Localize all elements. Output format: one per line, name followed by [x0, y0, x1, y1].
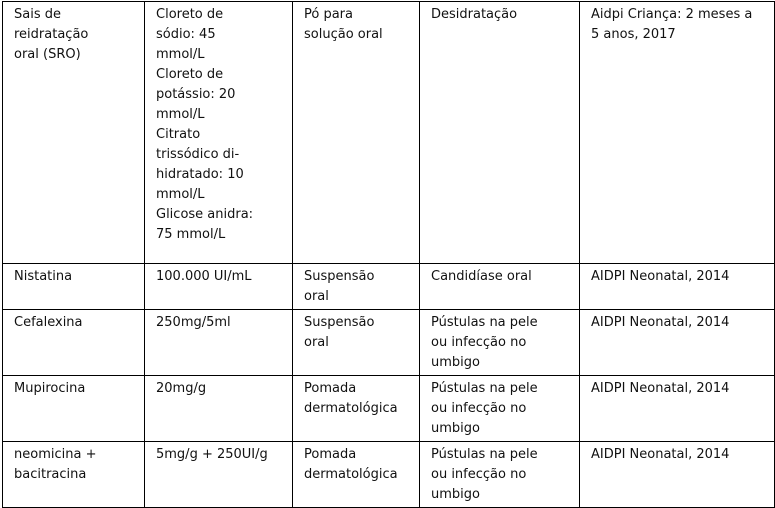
reference-cell	[580, 310, 775, 376]
cell-text-line: Cloreto de	[156, 67, 224, 82]
concentration-cell	[145, 2, 293, 264]
cell-text-line: mmol/L	[156, 107, 205, 122]
medication-name-cell	[3, 310, 145, 376]
cell-text-line: reidratação	[14, 27, 89, 42]
cell-text-line: umbigo	[431, 355, 480, 370]
cell-text-line: Suspensão	[304, 269, 375, 284]
medication-table	[2, 1, 775, 508]
cell-text-line: oral (SRO)	[14, 47, 81, 62]
cell-text-line: Pústulas na pele	[431, 315, 538, 330]
cell-text-line: ou infecção no	[431, 335, 527, 350]
table-row	[3, 310, 775, 376]
cell-text-line: Aidpi Criança: 2 meses a	[591, 7, 753, 22]
cell-text-line: oral	[304, 335, 329, 350]
cell-text-line: Pomada	[304, 447, 357, 462]
cell-text-line: AIDPI Neonatal, 2014	[591, 447, 730, 462]
concentration-cell	[145, 264, 293, 310]
cell-text-line: Suspensão	[304, 315, 375, 330]
cell-text-line: Pústulas na pele	[431, 381, 538, 396]
cell-text-line: Candidíase oral	[431, 269, 532, 284]
reference-cell	[580, 376, 775, 442]
cell-text-line: Sais de	[14, 7, 61, 22]
medication-name-cell	[3, 376, 145, 442]
cell-text-line: Cloreto de	[156, 7, 224, 22]
reference-cell	[580, 264, 775, 310]
dosage-form-cell	[293, 264, 420, 310]
cell-text-line: Citrato	[156, 127, 201, 142]
concentration-cell	[145, 310, 293, 376]
cell-text-line: mmol/L	[156, 47, 205, 62]
medication-name-cell	[3, 264, 145, 310]
dosage-form-cell	[293, 2, 420, 264]
cell-text-line: ou infecção no	[431, 467, 527, 482]
cell-text-line: ou infecção no	[431, 401, 527, 416]
cell-text-line: solução oral	[304, 27, 383, 42]
cell-text-line: Cefalexina	[14, 315, 83, 330]
table-row	[3, 442, 775, 508]
indication-cell	[420, 264, 580, 310]
cell-text-line: dermatológica	[304, 401, 398, 416]
cell-text-line: AIDPI Neonatal, 2014	[591, 381, 730, 396]
cell-text-line: 20mg/g	[156, 381, 207, 396]
table-row	[3, 264, 775, 310]
cell-text-line: AIDPI Neonatal, 2014	[591, 269, 730, 284]
cell-text-line: sódio: 45	[156, 27, 216, 42]
cell-text-line: trissódico di-	[156, 147, 240, 162]
cell-text-line: dermatológica	[304, 467, 398, 482]
reference-cell	[580, 442, 775, 508]
table-row	[3, 376, 775, 442]
cell-text-line: potássio: 20	[156, 87, 236, 102]
reference-cell	[580, 2, 775, 264]
cell-text-line: AIDPI Neonatal, 2014	[591, 315, 730, 330]
cell-text-line: Mupirocina	[14, 381, 86, 396]
cell-text-line: Pústulas na pele	[431, 447, 538, 462]
dosage-form-cell	[293, 376, 420, 442]
cell-text-line: hidratado: 10	[156, 167, 244, 182]
cell-text-line: mmol/L	[156, 187, 205, 202]
cell-text-line: 250mg/5ml	[156, 315, 231, 330]
medication-name-cell	[3, 2, 145, 264]
cell-text-line: 100.000 UI/mL	[156, 269, 252, 284]
cell-text-line: neomicina +	[14, 447, 97, 462]
table-row	[3, 2, 775, 264]
cell-text-line: 5mg/g + 250UI/g	[156, 447, 268, 462]
indication-cell	[420, 310, 580, 376]
concentration-cell	[145, 376, 293, 442]
cell-text-line: Glicose anidra:	[156, 207, 254, 222]
medication-name-cell	[3, 442, 145, 508]
cell-text-line: umbigo	[431, 421, 480, 436]
cell-text-line: oral	[304, 289, 329, 304]
cell-text-line: 75 mmol/L	[156, 227, 226, 242]
dosage-form-cell	[293, 310, 420, 376]
medication-table-body	[3, 2, 775, 508]
indication-cell	[420, 442, 580, 508]
cell-text-line: Desidratação	[431, 7, 518, 22]
cell-text-line: bacitracina	[14, 467, 87, 482]
cell-text-line: Pó para	[304, 7, 353, 22]
dosage-form-cell	[293, 442, 420, 508]
cell-text-line: Nistatina	[14, 269, 73, 284]
concentration-cell	[145, 442, 293, 508]
indication-cell	[420, 2, 580, 264]
indication-cell	[420, 376, 580, 442]
cell-text-line: Pomada	[304, 381, 357, 396]
cell-text-line: 5 anos, 2017	[591, 27, 676, 42]
cell-text-line: umbigo	[431, 487, 480, 502]
